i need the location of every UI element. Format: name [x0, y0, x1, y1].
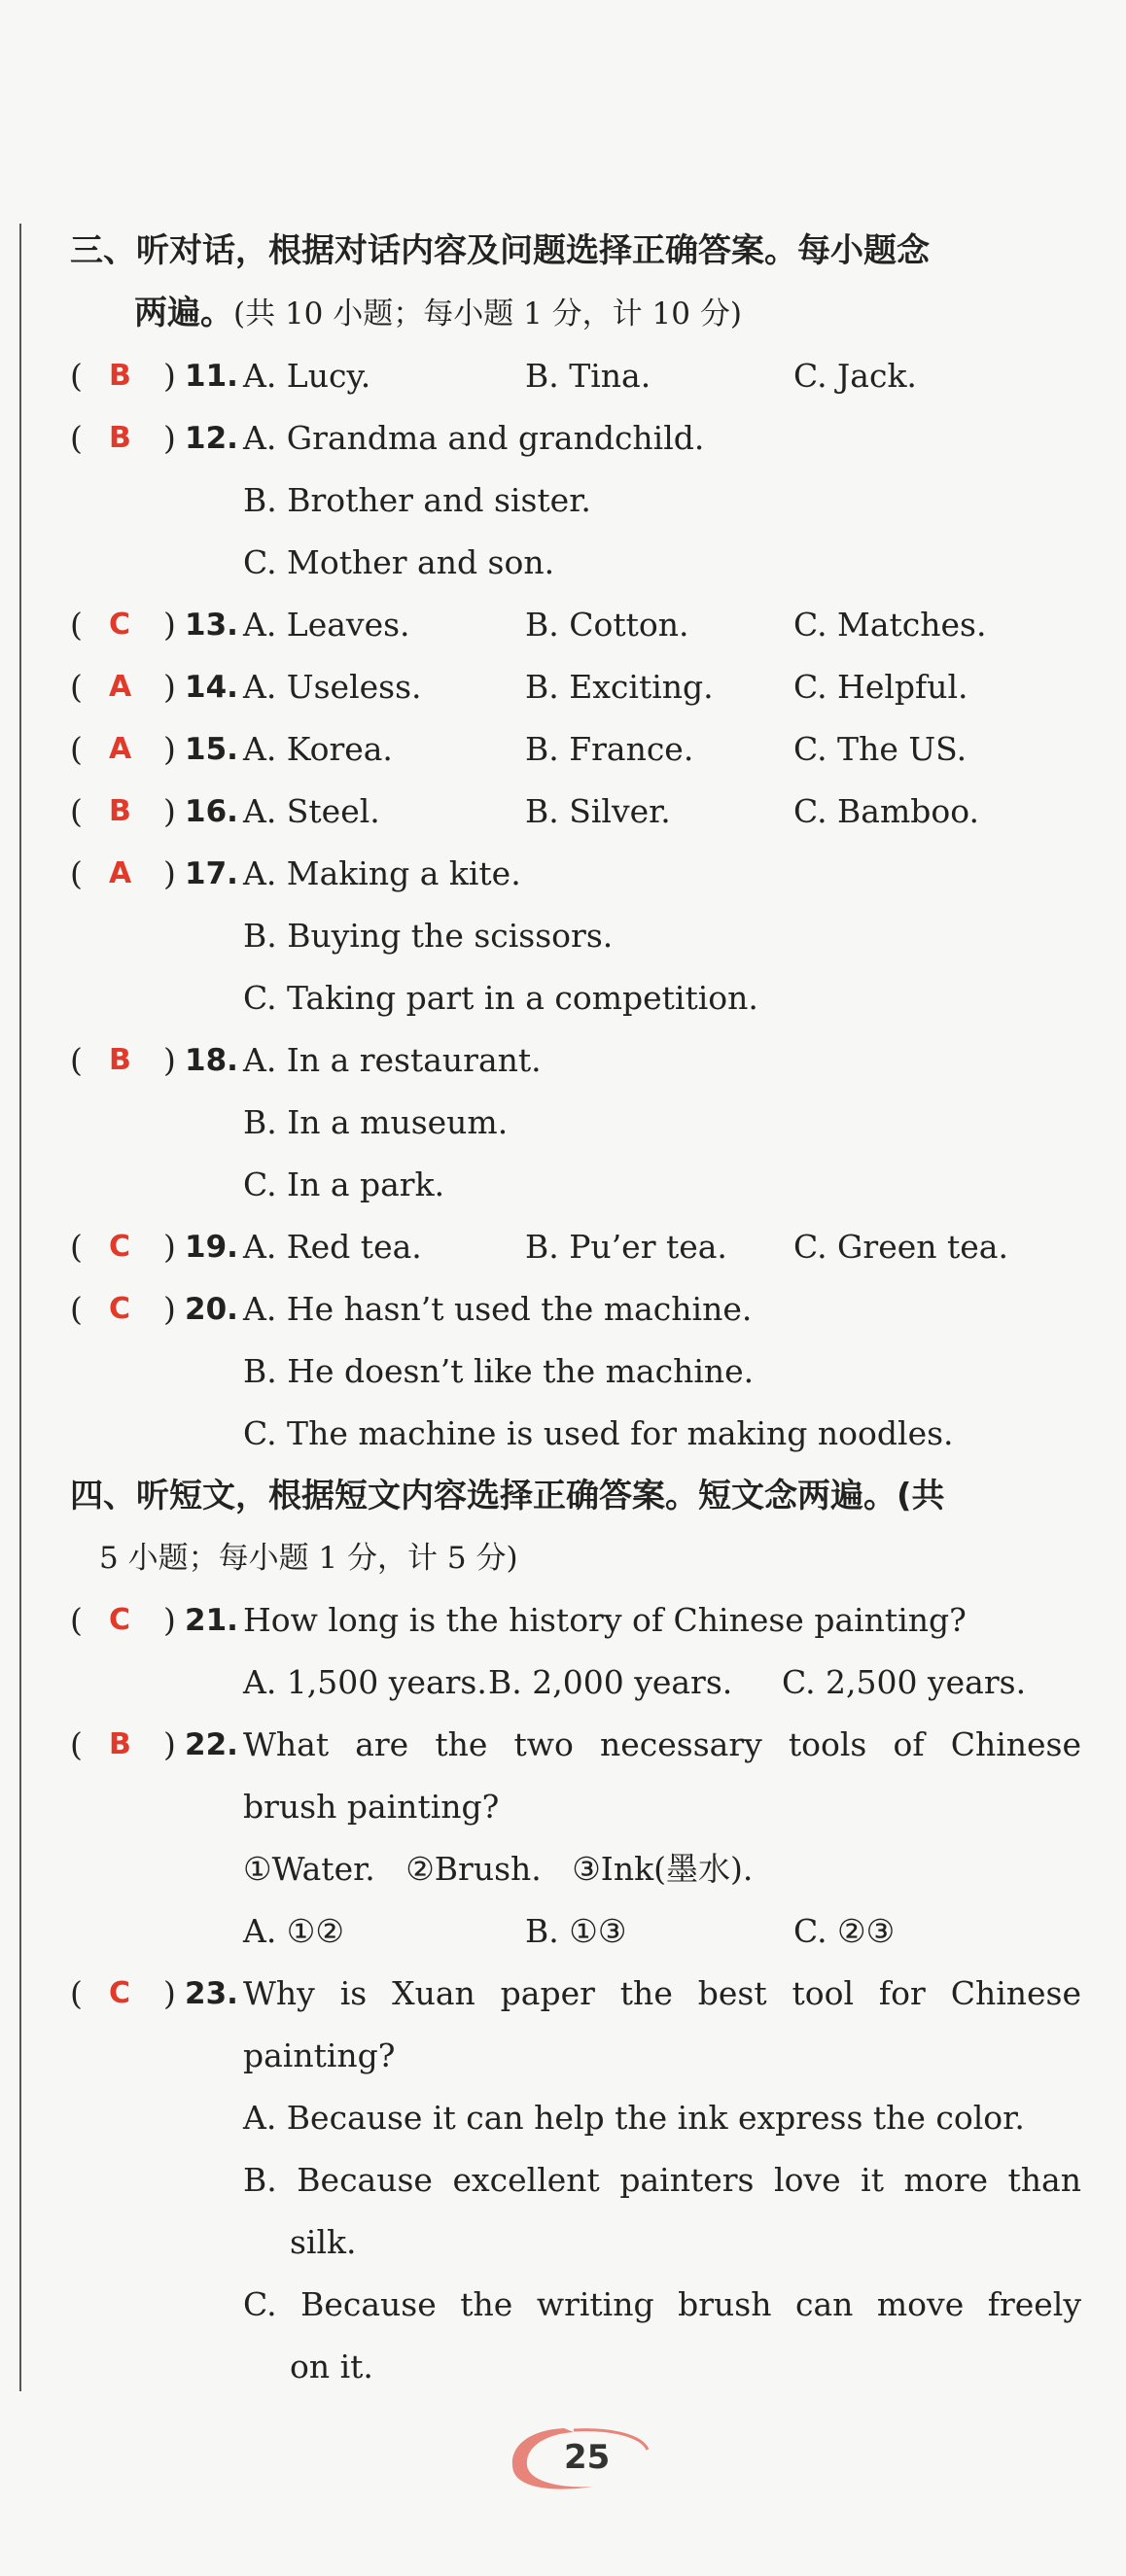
- option-a: A. Grandma and grandchild.: [243, 419, 705, 457]
- option-a: A. Making a kite.: [243, 854, 521, 892]
- question-stem-continued: brush painting?: [243, 1788, 500, 1826]
- option-b: B. ①③: [525, 1912, 627, 1950]
- question-19: ( C ) 19. A. Red tea. B. Pu’er tea. C. Green tea.: [70, 1216, 1081, 1278]
- option-a: A. Useless.: [243, 668, 422, 706]
- option-c-continued: on it.: [290, 2348, 373, 2385]
- answer-15: A: [109, 732, 132, 766]
- option-a: A. Korea.: [243, 730, 393, 768]
- answer-23: C: [109, 1976, 131, 2010]
- option-c: C. Bamboo.: [793, 792, 980, 830]
- option-a: A. Lucy.: [243, 357, 371, 395]
- question-23: ( C ) 23. Why is Xuan paper the best tool for Chinese: [70, 1963, 1081, 2025]
- question-number: 16.: [185, 794, 238, 829]
- option-c: C. Mother and son.: [243, 543, 555, 581]
- question-12: ( B ) 12. A. Grandma and grandchild.: [70, 407, 1081, 470]
- page-footer: [506, 2420, 651, 2498]
- option-c: C. Taking part in a competition.: [243, 979, 758, 1017]
- question-21: ( C ) 21. How long is the history of Chinese painting?: [70, 1589, 1081, 1652]
- option-c: C. Helpful.: [793, 668, 968, 706]
- option-c: C. 2,500 years.: [782, 1663, 1027, 1701]
- option-b: B. Cotton.: [525, 606, 689, 644]
- question-13: ( C ) 13. A. Leaves. B. Cotton. C. Matches.: [70, 594, 1081, 656]
- section-3-heading-scoring: (共 10 小题；每小题 1 分，计 10 分): [233, 296, 742, 331]
- option-b: B. Pu’er tea.: [525, 1228, 727, 1266]
- question-15: ( A ) 15. A. Korea. B. France. C. The US.: [70, 718, 1081, 781]
- option-a: A. He hasn’t used the machine.: [243, 1290, 753, 1328]
- answer-20: C: [109, 1292, 131, 1326]
- answer-13: C: [109, 608, 131, 642]
- section-3-heading-line1: 三、听对话，根据对话内容及问题选择正确答案。每小题念: [70, 231, 930, 270]
- answer-17: A: [109, 856, 132, 890]
- option-c: C. The US.: [793, 730, 968, 768]
- option-b: B. Exciting.: [525, 668, 714, 706]
- question-number: 23.: [185, 1976, 238, 2011]
- question-number: 18.: [185, 1043, 238, 1078]
- option-a: A. In a restaurant.: [243, 1041, 542, 1079]
- margin-rule: [19, 224, 21, 2391]
- option-b: B. Brother and sister.: [243, 481, 591, 519]
- option-a: A. Red tea.: [243, 1228, 422, 1266]
- option-b: B. Tina.: [525, 357, 651, 395]
- question-stem-continued: painting?: [243, 2036, 396, 2074]
- answer-14: A: [109, 670, 132, 704]
- question-number: 19.: [185, 1230, 238, 1265]
- section-4-heading-scoring: 5 小题；每小题 1 分，计 5 分): [99, 1541, 518, 1576]
- question-20: ( C ) 20. A. He hasn’t used the machine.: [70, 1278, 1081, 1340]
- question-number: 22.: [185, 1727, 238, 1762]
- option-b: B. In a museum.: [243, 1103, 509, 1141]
- option-b: B. Because excellent painters love it more than: [243, 2161, 1081, 2199]
- question-stem: Why is Xuan paper the best tool for Chinese: [243, 1974, 1081, 2012]
- section-4-heading-line1: 四、听短文，根据短文内容选择正确答案。短文念两遍。(共: [70, 1477, 945, 1515]
- option-c: C. In a park.: [243, 1166, 445, 1203]
- option-b: B. 2,000 years.: [488, 1663, 733, 1701]
- page-number: 25: [564, 2438, 611, 2477]
- question-stem: What are the two necessary tools of Chinese: [243, 1725, 1081, 1763]
- section-4-heading: [70, 1465, 1081, 1589]
- question-number: 20.: [185, 1292, 238, 1327]
- option-a: A. Steel.: [243, 792, 380, 830]
- option-b: B. Buying the scissors.: [243, 917, 614, 955]
- option-c: C. Because the writing brush can move freely: [243, 2285, 1081, 2323]
- option-c: C. Matches.: [793, 606, 987, 644]
- option-a: A. Because it can help the ink express the color.: [243, 2099, 1025, 2137]
- question-number: 12.: [185, 421, 238, 456]
- question-number: 15.: [185, 732, 238, 767]
- option-a: A. ①②: [243, 1912, 344, 1950]
- option-c: C. ②③: [793, 1912, 896, 1950]
- option-b: B. France.: [525, 730, 694, 768]
- question-number: 17.: [185, 856, 238, 891]
- question-number: 14.: [185, 670, 238, 705]
- item-list: ①Water. ②Brush. ③Ink(墨水).: [243, 1850, 754, 1888]
- question-stem: How long is the history of Chinese painting?: [243, 1601, 967, 1639]
- question-16: ( B ) 16. A. Steel. B. Silver. C. Bamboo.: [70, 781, 1081, 843]
- section-3-heading-line2: 两遍。: [134, 294, 233, 332]
- question-18: ( B ) 18. A. In a restaurant.: [70, 1029, 1081, 1092]
- question-22: ( B ) 22. What are the two necessary tools of Chinese: [70, 1714, 1081, 1776]
- answer-19: C: [109, 1230, 131, 1264]
- answer-11: B: [109, 359, 131, 393]
- question-number: 21.: [185, 1603, 238, 1638]
- option-c: C. Jack.: [793, 357, 917, 395]
- question-number: 13.: [185, 608, 238, 643]
- answer-18: B: [109, 1043, 131, 1077]
- answer-12: B: [109, 421, 131, 455]
- option-b-continued: silk.: [290, 2223, 357, 2261]
- question-11: ( B ) 11. A. Lucy. B. Tina. C. Jack.: [70, 345, 1081, 407]
- question-14: ( A ) 14. A. Useless. B. Exciting. C. Helpful.: [70, 656, 1081, 718]
- option-a: A. Leaves.: [243, 606, 410, 644]
- answer-sheet: [70, 220, 1081, 2398]
- option-a: A. 1,500 years.: [243, 1663, 487, 1701]
- question-17: ( A ) 17. A. Making a kite.: [70, 843, 1081, 905]
- answer-22: B: [109, 1727, 131, 1761]
- answer-21: C: [109, 1603, 131, 1637]
- option-b: B. Silver.: [525, 792, 671, 830]
- option-c: C. The machine is used for making noodles.: [243, 1414, 954, 1452]
- question-number: 11.: [185, 359, 238, 394]
- section-3-heading: [70, 220, 1081, 345]
- option-c: C. Green tea.: [793, 1228, 1008, 1266]
- option-b: B. He doesn’t like the machine.: [243, 1352, 755, 1390]
- answer-16: B: [109, 794, 131, 828]
